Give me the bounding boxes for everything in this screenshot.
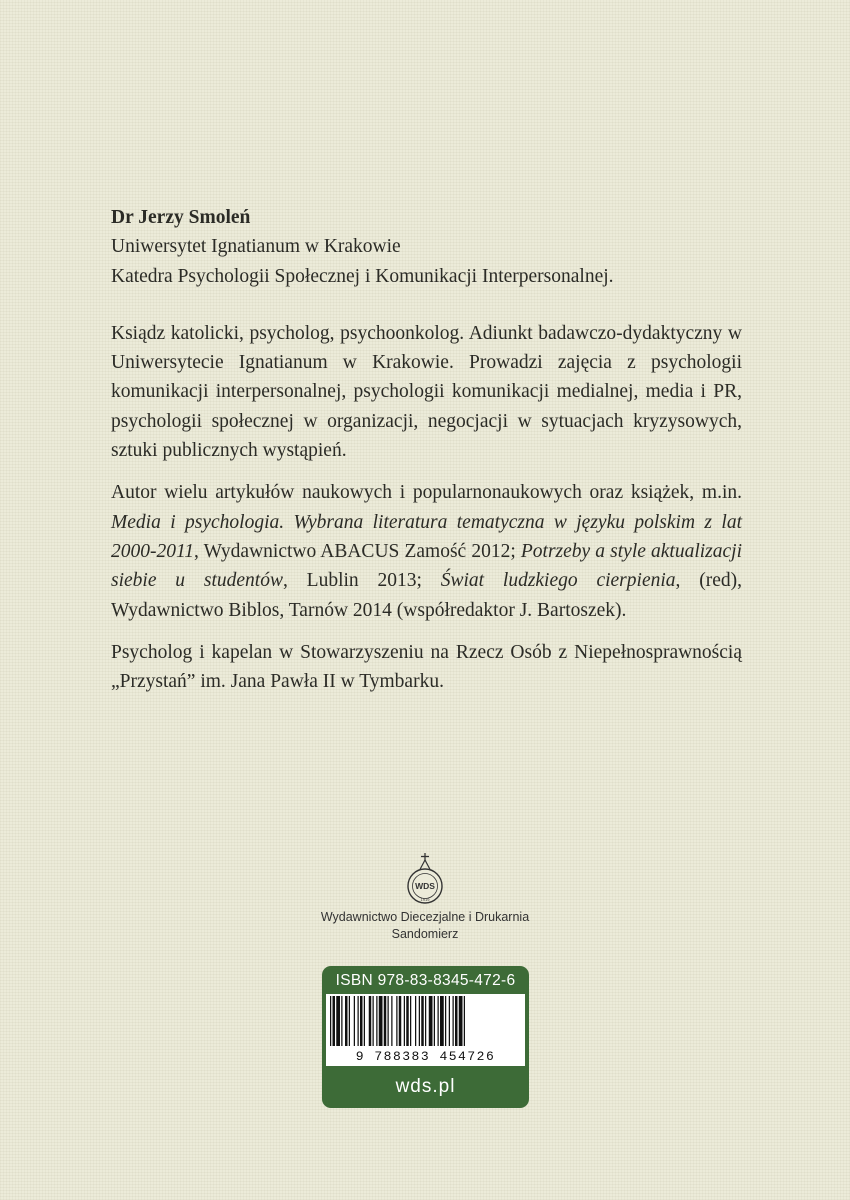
bio-paragraph-2 <box>111 478 742 624</box>
barcode-bar <box>333 996 336 1046</box>
barcode-bar <box>379 996 383 1046</box>
bio-paragraph-1: Ksiądz katolicki, psycholog, psychoonkolog. Adiunkt badawczo-dydaktyczny w Uniwersytecie Ignatianum w Krakowie. Prowadzi zajęcia z psychologii komunikacji interpersonalnej, psychologii komunikacji medialnej, media i PR, psychologii społecznej w organizacji, negocjacji w sytuacjach kryzysowych, sztuki publicznych wystąpień. <box>111 322 742 462</box>
barcode-bar <box>464 996 465 1046</box>
book-title-1: Media i psychologia. Wybrana literatura tematyczna w języku polskim z lat 2000-2011 <box>111 511 742 562</box>
barcode-bar <box>406 996 409 1046</box>
barcode-bar <box>429 996 433 1046</box>
affiliation-university: Uniwersytet Ignatianum w Krakowie <box>111 236 401 258</box>
logo-text: WDS <box>415 881 435 891</box>
bio-text: , Wydawnictwo ABACUS Zamość 2012; <box>194 540 521 562</box>
barcode-bar <box>445 996 446 1046</box>
book-title-3: Świat ludzkiego cierpienia <box>440 570 676 592</box>
barcode-bar <box>376 996 377 1046</box>
website-text: wds.pl <box>395 1076 456 1097</box>
wds-logo-icon <box>402 852 448 908</box>
barcode-bar <box>434 996 435 1046</box>
isbn-label: ISBN 978-83-8345-472-6 <box>335 972 516 989</box>
barcode-digits: 9 788383 454726 <box>326 1048 525 1066</box>
bio-paragraph-3: Psycholog i kapelan w Stowarzyszeniu na Rzecz Osób z Niepełnosprawnością „Przystań” im. Jana Pawła II w Tymbarku. <box>111 641 742 693</box>
bio-text: , Lublin 2013; <box>282 570 441 592</box>
barcode-bar <box>449 996 450 1046</box>
barcode-bar <box>336 996 340 1046</box>
isbn-box <box>322 966 529 1108</box>
barcode-bar <box>345 996 348 1046</box>
barcode-bar <box>391 996 392 1046</box>
barcode-bar <box>388 996 389 1046</box>
barcode-bar <box>330 996 331 1046</box>
publisher-name: Wydawnictwo Diecezjalne i Drukarnia <box>320 910 530 924</box>
book-title-2: Potrzeby a style aktualizacji siebie u studentów <box>111 540 742 592</box>
barcode-bar <box>421 996 424 1046</box>
barcode-bar <box>404 996 405 1046</box>
barcode-bar <box>360 996 363 1046</box>
author-name: Dr Jerzy Smoleń <box>111 207 251 228</box>
barcode <box>330 996 521 1046</box>
barcode-bar <box>396 996 397 1046</box>
bio-text: Autor wielu artykułów naukowych i popularnonaukowych oraz książek, m.in. <box>111 482 742 504</box>
barcode-bar <box>455 996 458 1046</box>
barcode-area <box>326 994 525 1048</box>
logo-year: 1919 <box>420 897 430 902</box>
barcode-bar <box>438 996 439 1046</box>
barcode-bar <box>364 996 365 1046</box>
barcode-bar <box>425 996 426 1046</box>
barcode-bar <box>384 996 387 1046</box>
barcode-bar <box>349 996 350 1046</box>
barcode-bar <box>410 996 411 1046</box>
barcode-bar <box>453 996 454 1046</box>
publisher-city: Sandomierz <box>391 927 459 941</box>
publisher-block <box>270 852 580 942</box>
barcode-bar <box>459 996 463 1046</box>
barcode-bar <box>440 996 444 1046</box>
barcode-bar <box>369 996 372 1046</box>
back-cover-text <box>111 203 742 696</box>
affiliation-department: Katedra Psychologii Społecznej i Komunikacji Interpersonalnej. <box>111 265 614 287</box>
barcode-bar <box>373 996 374 1046</box>
barcode-bar <box>419 996 420 1046</box>
barcode-bar <box>354 996 355 1046</box>
barcode-bar <box>341 996 342 1046</box>
barcode-bar <box>358 996 359 1046</box>
barcode-bar <box>399 996 402 1046</box>
bio-text: , (red), Wydawnictwo Biblos, Tarnów 2014 (współredaktor J. Bartoszek). <box>111 570 742 621</box>
barcode-bar <box>415 996 416 1046</box>
